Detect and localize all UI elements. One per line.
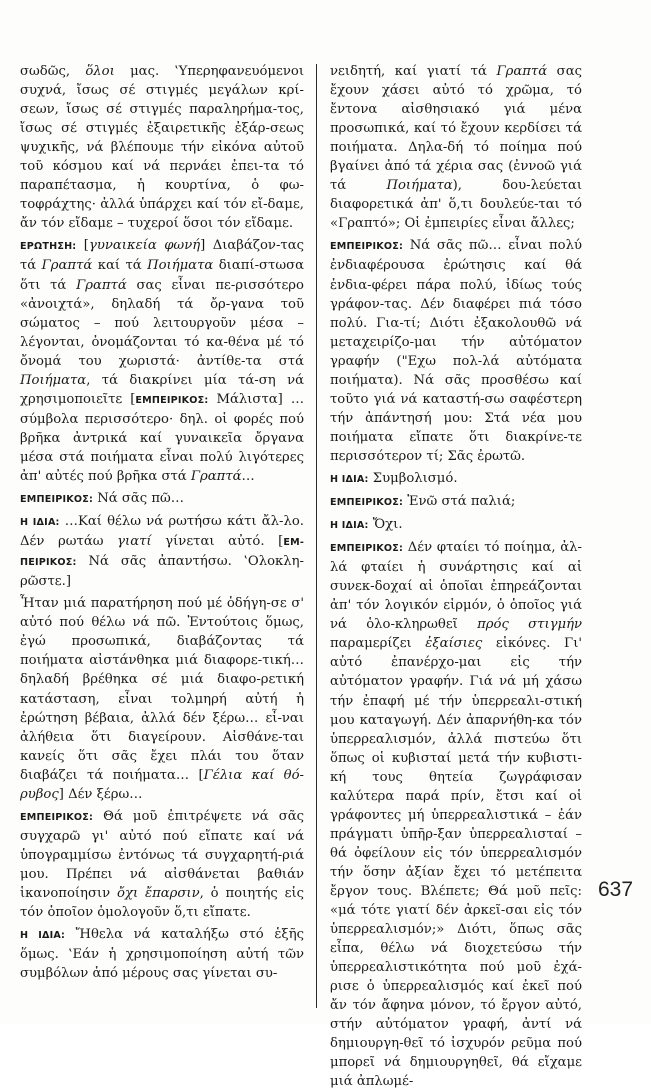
left-text-column [20, 62, 304, 983]
paragraph [330, 538, 582, 1091]
speaker-label: ΕΜ-ΠΕΙΡΙΚΟΣ: [20, 537, 305, 569]
italic-text: Ποιήματα [386, 178, 453, 194]
text-run: σωδῶς, [20, 64, 86, 79]
speaker-label: ΕΜΠΕΙΡΙΚΟΣ: [20, 811, 94, 823]
paragraph [20, 925, 304, 983]
text-run: ), δου-λεύεται διαφορετικά ἀπ' ὅ,τι δουλεύε-ται τό «Γραπτό»; Οἱ ἐμπειρίες εἶναι ἄλλες; [330, 178, 582, 232]
italic-text: ὅλοι [85, 64, 115, 79]
text-run: παραμερίζει [330, 636, 426, 652]
text-run: νειδητή, καί γιατί τά [330, 64, 497, 79]
text-run: εἰκόνες. Γι' αὐτό ἐπανέρχο-μαι εἰς τήν αὐτόματον γραφήν. Γιά νά μή χάσω τήν ἐπαφή μέ τήν ὑπερρεαλι-στική μου καταγωγή. Δέν ἀπαρνήθη-κα τόν ὑπερρεαλισμόν, ἀλλά πιστεύω ὅτι ὅπως οἱ κυβισταί μετά τήν κυβιστι-κή τους θητεία ζωγράφισαν καλύτερα παρά πρίν, ἔτσι καί οἱ γράφοντες μή ὑπερρεαλιστικά – ἐάν πράγματι ὑπῆρ-ξαν ὑπερρεαλισταί – θά ὀφείλουν εἰς τόν ὑπερρεαλισμόν τήν ὅσην ἀξίαν ἔχει τό μετέπειτα ἔργον τους. Βλέπετε; Θά μοῦ πεῖς: «μά τότε γιατί δέν ἀρκεῖ-σαι εἰς τόν ὑπερρεαλισμόν;» Διότι, ὅπως σᾶς εἶπα, θέλω νά διοχετεύσω τήν ὑπερρεαλιστικότητα πού μοῦ ἐχά-ρισε ὁ ὑπερρεαλισμός καί ἐκεῖ πού ἄν τόν ἄφηνα μόνον, τό ἔργον αὐτό, στήν αὐτόματον γραφή, ἀντί νά δημιουργη-θεῖ τό ἰσχυρόν ρεῦμα πού μπορεῖ νά δημιουργηθεῖ, θά εἴχαμε μιά ἀπλωμέ- [330, 636, 582, 1090]
text-run: Ἦταν μιά παρατήρηση πού μέ ὁδήγη-σε σ' αὐτό πού θέλω νά πῶ. Ἐντούτοις ὅμως, ἐγώ προσωπικά, διαβάζοντας τά ποιήματα αἰστάνθηκα μιά διαφορε-τική… δηλαδή βρέθηκα σέ μιά διαφο-ρετική κατάσταση, εἶναι τολμηρή αὐτή ἡ ἐρώτηση βέβαια, ἀλλά δέν ξέρω… εἶ-ναι ἀλήθεια ὅτι διαγείρουν. Αἰσθάνε-ται κανείς ὅτι σᾶς ἔχει πλάι του ὅταν διαβάζει τά ποιήματα… [ [20, 596, 304, 783]
speaker-label: ΕΜΠΕΙΡΙΚΟΣ: [330, 497, 404, 509]
text-run: … [241, 468, 255, 484]
right-text-column [330, 62, 582, 1091]
paragraph [20, 512, 304, 591]
paragraph [20, 62, 304, 233]
text-run: Μάλιστα] …σύμβολα περισσότερο· δηλ. οἱ φορές πού βρῆκα ἀντρικά καί γυναικεῖα ὄργανα μέσα στά ποιήματα εἶναι πολύ λιγότερες ἀπ' αὐτές πού βρῆκα στά [20, 391, 305, 484]
italic-text: Γραπτά [190, 468, 242, 484]
text-run: ] Διαβάζον-τας τά [20, 238, 304, 274]
text-run: …Καί θέλω νά ρωτήσω κάτι ἄλ-λο. Δέν ρωτάω [20, 514, 304, 550]
speaker-label: Η ΙΔΙΑ: [330, 473, 369, 485]
text-run: , ὁ ποιητής εἰς τόν ὁποῖον ὁμολογοῦν ὅ,τι εἴπατε. [20, 885, 305, 921]
text-run: Συμβολισμό. [368, 470, 458, 486]
paragraph [330, 515, 582, 535]
speaker-label: Η ΙΔΙΑ: [330, 520, 369, 532]
paragraph [330, 469, 582, 489]
text-run: σας εἶναι πε-ρισσότερο «ἀνοιχτά», δηλαδή τά ὄρ-γανα τοῦ σώματος – πού λειτουργοῦν μέσα – λέγονται, ὀνομάζονται τό κα-θένα μέ τό ὄνομά του χωριστά· ἀντίθε-τα στά [20, 277, 304, 369]
italic-text: Γραπτά [76, 277, 127, 293]
italic-text: Γραπτά [41, 258, 93, 274]
italic-text: ὄχι ἔπαρσιν [117, 885, 200, 901]
paragraph [330, 236, 582, 466]
speaker-label: ΕΜΠΕΙΡΙΚΟΣ: [20, 494, 94, 506]
paragraph [20, 489, 304, 509]
paragraph [330, 492, 582, 512]
text-run: Νά σᾶς πῶ… [93, 491, 184, 507]
text-run: Δέν φταίει τό ποίημα, ἀλ-λά φταίει ἡ συνάρτησις καί αἱ συνεκ-δοχαί αἱ ὁποῖαι ἐπηρεάζονται ἀπ' τόν λογικόν εἱρμόν, ὁ ὁποῖος γιά νά ὁλο-κληρωθεῖ [330, 540, 582, 633]
paragraph [20, 594, 304, 804]
text-run: , τά διακρίνει μία τά-ση νά χρησιμοποιεῖτε [ [20, 372, 304, 407]
paragraph [20, 236, 304, 486]
speaker-label: ΕΜΠΕΙΡΙΚΟΣ: [135, 394, 209, 406]
speaker-label: Η ΙΔΙΑ: [20, 930, 66, 942]
text-run: [ [76, 238, 89, 254]
italic-text: ἐξαίσιες [425, 636, 483, 652]
italic-text: Γραπτά [496, 64, 548, 79]
column-divider [316, 64, 317, 1008]
speaker-label: ΕΜΠΕΙΡΙΚΟΣ: [330, 241, 404, 253]
text-run: Ἤθελα νά καταλήξω στό ἑξῆς ὅμως. ‛Εάν ἡ χρησιμοποίηση αὐτή τῶν συμβόλων ἀπό μέρους σας γίνεται συ- [20, 927, 304, 982]
italic-text: πρός στιγμήν [477, 617, 583, 633]
paragraph [20, 807, 304, 922]
speaker-label: ΕΜΠΕΙΡΙΚΟΣ: [330, 543, 404, 555]
text-run: διαπί-στωσα ὅτι τά [20, 258, 304, 293]
text-run: καί τά [92, 258, 148, 274]
italic-text: γυναικεία φωνή [88, 238, 201, 254]
page-number: 637 [598, 878, 634, 901]
text-run: γίνεται αὐτό. [ [151, 534, 284, 550]
text-run: ] Δέν ξέρω… [58, 786, 143, 802]
italic-text: Ποιήματα [147, 258, 214, 274]
paragraph [330, 62, 582, 233]
text-run: σας ἔχουν χάσει αὐτό τό χρῶμα, τό ἔντονα αἰσθησιακό γιά μένα προσωπικά, καί τό ἔχουν κερδίσει τά ποιήματα. Δηλα-δή τό ποίημα πού βγαίνει ἀπό τά χέρια σας (ἐννοῶ γιά τά [330, 64, 582, 194]
italic-text: Ποιήματα [20, 372, 87, 388]
text-run: Ἐνῶ στά παλιά; [403, 494, 516, 510]
text-run: Νά σᾶς ἀπαντήσω. ‛Ολοκλη-ρῶστε.] [20, 554, 304, 590]
text-run: Θά μοῦ ἐπιτρέψετε νά σᾶς συγχαρῶ γι' αὐτό πού εἴπατε καί νά ὑπογραμμίσω ἐντόνως τά συγχαρητή-ριά μου. Πρέπει νά αἰσθάνεται βαθιάν ἱκανοποίησιν [20, 808, 304, 901]
speaker-label: Η ΙΔΙΑ: [20, 517, 60, 529]
text-run: Νά σᾶς πῶ… εἶναι πολύ ἐνδιαφέρουσα ἐρώτησις καί θά ἐνδια-φέρει πάρα πολύ, ἰδίως τούς γράφον-τας. Δέν διαφέρει πιά τόσο πολύ. Για-τί; Διότι ἐξακολουθῶ νά μεταχειρίζο-μαι τήν αὐτόματον γραφήν ("Εχω πολ-λά αὐτόματα ποιήματα). Νά σᾶς προσθέσω καί τοῦτο γιά νά καταστή-σω σαφέστερη τήν ἀπάντησή μου: Στά νέα μου ποιήματα εἴπατε ὅτι διακρίνε-τε περισσότερον τί; Σᾶς ἐρωτῶ. [330, 238, 582, 464]
text-run: μας. ‛Υπερηφανευόμενοι συχνά, ἴσως σέ στιγμές μεγάλων κρί-σεων, ἴσως σέ στιγμές παραληρήμα-τος, ἴσως σέ στιγμές ἐξαιρετικῆς ἐξάρ-σεως ψυχικῆς, νά βλέπουμε τήν εἰκόνα αὐτοῦ τοῦ κόσμου καί νά περνάει ἐπει-τα τό παραπέτασμα, ἡ κουρτίνα, ὁ φω-τοφράχτης· ἀλλά ὑπάρχει καί τόν εἴ-δαμε, ἄν τόν εἴδαμε – τυχεροί ὅσοι τόν εἴδαμε. [20, 64, 305, 232]
speaker-label: ΕΡΩΤΗΣΗ: [20, 241, 77, 253]
italic-text: Γέλια καί θό-ρυβος [20, 767, 304, 802]
italic-text: γιατί [117, 534, 152, 550]
text-run: Ὄχι. [368, 517, 403, 533]
